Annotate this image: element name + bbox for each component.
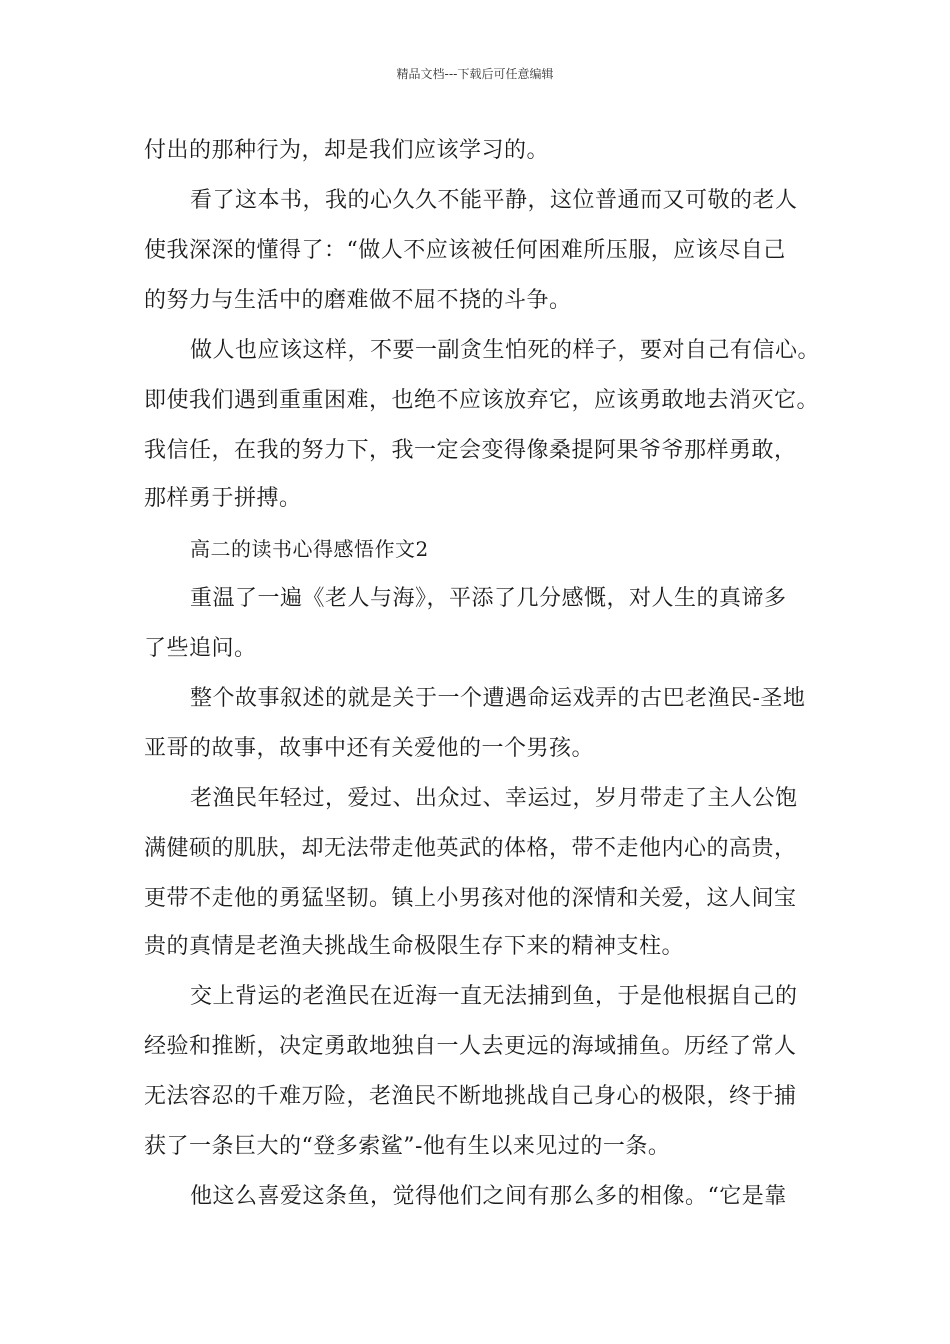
text-line: 老渔民年轻过，爱过、出众过、幸运过，岁月带走了主人公饱 bbox=[190, 786, 798, 811]
text-line: 无法容忍的千难万险，老渔民不断地挑战自己身心的极限，终于捕 bbox=[144, 1084, 797, 1109]
text-line: 重温了一遍《老人与海》，平添了几分感慨，对人生的真谛多 bbox=[190, 586, 787, 611]
text-line: 的努力与生活中的磨难做不屈不挠的斗争。 bbox=[144, 288, 572, 313]
text-line: 经验和推断，决定勇敢地独自一人去更远的海域捕鱼。历经了常人 bbox=[144, 1034, 797, 1059]
text-line: 那样勇于拼搏。 bbox=[144, 486, 302, 511]
text-line: 做人也应该这样，不要一副贪生怕死的样子，要对自己有信心。 bbox=[190, 338, 821, 363]
text-line: 获了一条巨大的“登多索鲨”-他有生以来见过的一条。 bbox=[144, 1134, 671, 1159]
text-line: 使我深深的懂得了：“做人不应该被任何困难所压服，应该尽自己 bbox=[144, 238, 786, 263]
text-line: 付出的那种行为，却是我们应该学习的。 bbox=[144, 138, 550, 163]
text-line: 即使我们遇到重重困难，也绝不应该放弃它，应该勇敢地去消灭它。 bbox=[144, 388, 820, 413]
text-line: 交上背运的老渔民在近海一直无法捕到鱼，于是他根据自己的 bbox=[190, 984, 798, 1009]
page-header: 精品文档---下载后可任意编辑 bbox=[396, 67, 554, 81]
text-line: 整个故事叙述的就是关于一个遭遇命运戏弄的古巴老渔民-圣地 bbox=[190, 686, 806, 711]
text-line: 了些追问。 bbox=[144, 636, 257, 661]
text-line: 他这么喜爱这条鱼，觉得他们之间有那么多的相像。“它是靠 bbox=[190, 1184, 787, 1209]
section-heading: 高二的读书心得感悟作文2 bbox=[190, 537, 429, 561]
text-line: 看了这本书，我的心久久不能平静，这位普通而又可敬的老人 bbox=[190, 188, 798, 213]
text-line: 更带不走他的勇猛坚韧。镇上小男孩对他的深情和关爱，这人间宝 bbox=[144, 886, 797, 911]
text-line: 我信任，在我的努力下，我一定会变得像桑提阿果爷爷那样勇敢， bbox=[144, 438, 797, 463]
text-line: 贵的真情是老渔夫挑战生命极限生存下来的精神支柱。 bbox=[144, 934, 685, 959]
text-line: 亚哥的故事，故事中还有关爱他的一个男孩。 bbox=[144, 736, 595, 761]
text-line: 满健硕的肌肤，却无法带走他英武的体格，带不走他内心的高贵， bbox=[144, 836, 797, 861]
